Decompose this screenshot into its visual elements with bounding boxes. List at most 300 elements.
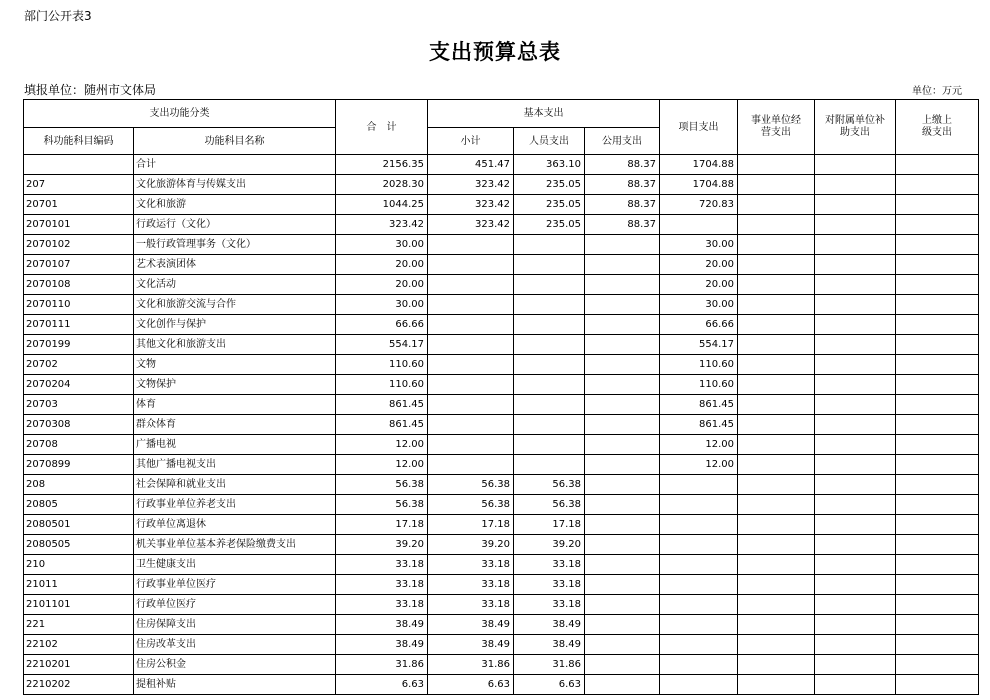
- subtotal-cell: 17.18: [428, 515, 514, 535]
- personnel-cell: 56.38: [514, 495, 585, 515]
- personnel-cell: 38.49: [514, 615, 585, 635]
- biz-op-cell: [738, 315, 815, 335]
- biz-op-cell: [738, 515, 815, 535]
- table-row: [24, 255, 979, 275]
- name-cell: 住房公积金: [134, 655, 336, 675]
- total-cell: 56.38: [336, 475, 428, 495]
- personnel-cell: [514, 315, 585, 335]
- code-cell: 2070899: [24, 455, 134, 475]
- total-cell: 861.45: [336, 415, 428, 435]
- subtotal-cell: [428, 275, 514, 295]
- budget-table: [23, 99, 979, 695]
- public-cell: [585, 615, 660, 635]
- project-cell: 30.00: [660, 235, 738, 255]
- total-cell: 20.00: [336, 255, 428, 275]
- subtotal-cell: [428, 355, 514, 375]
- table-row: [24, 195, 979, 215]
- table-row: [24, 155, 979, 175]
- code-cell: 221: [24, 615, 134, 635]
- subsidy-cell: [815, 615, 896, 635]
- personnel-cell: 39.20: [514, 535, 585, 555]
- table-row: [24, 475, 979, 495]
- table-row: [24, 615, 979, 635]
- personnel-cell: 17.18: [514, 515, 585, 535]
- total-cell: 110.60: [336, 375, 428, 395]
- total-cell: 20.00: [336, 275, 428, 295]
- table-row: [24, 415, 979, 435]
- subsidy-cell: [815, 355, 896, 375]
- table-row: [24, 455, 979, 475]
- subsidy-cell: [815, 335, 896, 355]
- personnel-cell: [514, 255, 585, 275]
- subtotal-cell: 33.18: [428, 595, 514, 615]
- code-cell: 22102: [24, 635, 134, 655]
- subsidy-cell: [815, 455, 896, 475]
- table-row: [24, 335, 979, 355]
- subsidy-cell: [815, 195, 896, 215]
- project-cell: 20.00: [660, 275, 738, 295]
- header-upper: 上缴上级支出: [896, 100, 979, 155]
- code-cell: 2101101: [24, 595, 134, 615]
- biz-op-cell: [738, 415, 815, 435]
- public-cell: [585, 575, 660, 595]
- header-total: 合 计: [336, 100, 428, 155]
- personnel-cell: 235.05: [514, 195, 585, 215]
- filing-unit: 填报单位：随州市文体局: [24, 83, 157, 97]
- total-cell: 2156.35: [336, 155, 428, 175]
- name-cell: 一般行政管理事务（文化）: [134, 235, 336, 255]
- subtotal-cell: [428, 335, 514, 355]
- personnel-cell: 56.38: [514, 475, 585, 495]
- biz-op-cell: [738, 475, 815, 495]
- personnel-cell: 33.18: [514, 575, 585, 595]
- name-cell: 体育: [134, 395, 336, 415]
- personnel-cell: 363.10: [514, 155, 585, 175]
- project-cell: 12.00: [660, 455, 738, 475]
- total-cell: 1044.25: [336, 195, 428, 215]
- table-row: [24, 435, 979, 455]
- project-cell: 1704.88: [660, 155, 738, 175]
- public-cell: [585, 375, 660, 395]
- subtotal-cell: [428, 295, 514, 315]
- upper-cell: [896, 475, 979, 495]
- biz-op-cell: [738, 595, 815, 615]
- code-cell: 20805: [24, 495, 134, 515]
- total-cell: 110.60: [336, 355, 428, 375]
- total-cell: 38.49: [336, 635, 428, 655]
- total-cell: 30.00: [336, 235, 428, 255]
- upper-cell: [896, 655, 979, 675]
- biz-op-cell: [738, 655, 815, 675]
- total-cell: 30.00: [336, 295, 428, 315]
- public-cell: [585, 535, 660, 555]
- project-cell: 554.17: [660, 335, 738, 355]
- upper-cell: [896, 375, 979, 395]
- upper-cell: [896, 355, 979, 375]
- total-cell: 31.86: [336, 655, 428, 675]
- code-cell: 2070308: [24, 415, 134, 435]
- public-cell: [585, 635, 660, 655]
- subtotal-cell: 33.18: [428, 575, 514, 595]
- subsidy-cell: [815, 595, 896, 615]
- code-cell: 20708: [24, 435, 134, 455]
- subtotal-cell: 38.49: [428, 615, 514, 635]
- personnel-cell: 31.86: [514, 655, 585, 675]
- personnel-cell: [514, 375, 585, 395]
- subsidy-cell: [815, 635, 896, 655]
- total-cell: 56.38: [336, 495, 428, 515]
- subtotal-cell: [428, 255, 514, 275]
- upper-cell: [896, 435, 979, 455]
- upper-cell: [896, 615, 979, 635]
- table-row: [24, 395, 979, 415]
- biz-op-cell: [738, 275, 815, 295]
- public-cell: [585, 655, 660, 675]
- subsidy-cell: [815, 275, 896, 295]
- code-cell: 2070111: [24, 315, 134, 335]
- upper-cell: [896, 575, 979, 595]
- header-code: 科功能科目编码: [24, 128, 134, 155]
- total-cell: 66.66: [336, 315, 428, 335]
- project-cell: [660, 595, 738, 615]
- total-cell: 12.00: [336, 435, 428, 455]
- name-cell: 艺术表演团体: [134, 255, 336, 275]
- subtotal-cell: [428, 435, 514, 455]
- upper-cell: [896, 235, 979, 255]
- subsidy-cell: [815, 555, 896, 575]
- table-row: [24, 555, 979, 575]
- project-cell: [660, 555, 738, 575]
- subtotal-cell: 39.20: [428, 535, 514, 555]
- code-cell: 2070101: [24, 215, 134, 235]
- upper-cell: [896, 175, 979, 195]
- project-cell: [660, 675, 738, 695]
- code-cell: 2210201: [24, 655, 134, 675]
- subsidy-cell: [815, 235, 896, 255]
- public-cell: 88.37: [585, 215, 660, 235]
- name-cell: 群众体育: [134, 415, 336, 435]
- name-cell: 行政事业单位医疗: [134, 575, 336, 595]
- project-cell: 110.60: [660, 355, 738, 375]
- upper-cell: [896, 395, 979, 415]
- table-row: [24, 235, 979, 255]
- name-cell: 机关事业单位基本养老保险缴费支出: [134, 535, 336, 555]
- table-row: [24, 215, 979, 235]
- subsidy-cell: [815, 535, 896, 555]
- personnel-cell: [514, 435, 585, 455]
- biz-op-cell: [738, 495, 815, 515]
- project-cell: 861.45: [660, 395, 738, 415]
- code-cell: 2070199: [24, 335, 134, 355]
- biz-op-cell: [738, 455, 815, 475]
- personnel-cell: [514, 335, 585, 355]
- biz-op-cell: [738, 575, 815, 595]
- table-row: [24, 675, 979, 695]
- subsidy-cell: [815, 295, 896, 315]
- project-cell: [660, 615, 738, 635]
- name-cell: 广播电视: [134, 435, 336, 455]
- subsidy-cell: [815, 215, 896, 235]
- personnel-cell: 6.63: [514, 675, 585, 695]
- public-cell: [585, 555, 660, 575]
- table-row: [24, 575, 979, 595]
- personnel-cell: [514, 355, 585, 375]
- code-cell: 21011: [24, 575, 134, 595]
- public-cell: [585, 515, 660, 535]
- code-cell: 20702: [24, 355, 134, 375]
- personnel-cell: [514, 295, 585, 315]
- table-row: [24, 655, 979, 675]
- total-cell: 38.49: [336, 615, 428, 635]
- personnel-cell: 33.18: [514, 595, 585, 615]
- header-personnel: 人员支出: [514, 128, 585, 155]
- subsidy-cell: [815, 315, 896, 335]
- table-row: [24, 495, 979, 515]
- public-cell: 88.37: [585, 175, 660, 195]
- header-func-class: 支出功能分类: [24, 100, 336, 128]
- code-cell: 210: [24, 555, 134, 575]
- subsidy-cell: [815, 495, 896, 515]
- project-cell: 720.83: [660, 195, 738, 215]
- code-cell: 208: [24, 475, 134, 495]
- name-cell: 其他文化和旅游支出: [134, 335, 336, 355]
- personnel-cell: [514, 275, 585, 295]
- subtotal-cell: 323.42: [428, 215, 514, 235]
- upper-cell: [896, 295, 979, 315]
- subtotal-cell: [428, 235, 514, 255]
- code-cell: 20703: [24, 395, 134, 415]
- code-cell: 2080501: [24, 515, 134, 535]
- subtotal-cell: [428, 375, 514, 395]
- table-row: [24, 535, 979, 555]
- name-cell: 文化活动: [134, 275, 336, 295]
- total-cell: 33.18: [336, 595, 428, 615]
- total-cell: 12.00: [336, 455, 428, 475]
- table-row: [24, 355, 979, 375]
- table-row: [24, 295, 979, 315]
- header-basic: 基本支出: [428, 100, 660, 128]
- subtotal-cell: 56.38: [428, 495, 514, 515]
- table-header: [24, 100, 979, 155]
- subtotal-cell: 33.18: [428, 555, 514, 575]
- subsidy-cell: [815, 395, 896, 415]
- biz-op-cell: [738, 635, 815, 655]
- public-cell: [585, 315, 660, 335]
- project-cell: [660, 635, 738, 655]
- total-cell: 554.17: [336, 335, 428, 355]
- table-row: [24, 315, 979, 335]
- upper-cell: [896, 635, 979, 655]
- public-cell: [585, 595, 660, 615]
- total-cell: 33.18: [336, 555, 428, 575]
- subsidy-cell: [815, 415, 896, 435]
- public-cell: 88.37: [585, 155, 660, 175]
- name-cell: 住房改革支出: [134, 635, 336, 655]
- table-body: [24, 155, 979, 695]
- name-cell: 行政单位医疗: [134, 595, 336, 615]
- project-cell: 1704.88: [660, 175, 738, 195]
- upper-cell: [896, 515, 979, 535]
- biz-op-cell: [738, 675, 815, 695]
- subtotal-cell: [428, 395, 514, 415]
- upper-cell: [896, 495, 979, 515]
- personnel-cell: 235.05: [514, 175, 585, 195]
- table-row: [24, 275, 979, 295]
- upper-cell: [896, 595, 979, 615]
- personnel-cell: [514, 395, 585, 415]
- biz-op-cell: [738, 255, 815, 275]
- public-cell: [585, 295, 660, 315]
- public-cell: [585, 675, 660, 695]
- subtotal-cell: 56.38: [428, 475, 514, 495]
- project-cell: 110.60: [660, 375, 738, 395]
- upper-cell: [896, 675, 979, 695]
- page-title: 支出预算总表: [429, 39, 561, 64]
- subsidy-cell: [815, 515, 896, 535]
- header-subtotal: 小计: [428, 128, 514, 155]
- code-cell: 2070110: [24, 295, 134, 315]
- project-cell: [660, 655, 738, 675]
- upper-cell: [896, 535, 979, 555]
- biz-op-cell: [738, 535, 815, 555]
- project-cell: 66.66: [660, 315, 738, 335]
- name-cell: 卫生健康支出: [134, 555, 336, 575]
- code-cell: [24, 155, 134, 175]
- personnel-cell: [514, 415, 585, 435]
- code-cell: 2070107: [24, 255, 134, 275]
- sheet-label: 部门公开表3: [24, 9, 92, 23]
- subsidy-cell: [815, 435, 896, 455]
- upper-cell: [896, 455, 979, 475]
- project-cell: [660, 215, 738, 235]
- name-cell: 行政事业单位养老支出: [134, 495, 336, 515]
- name-cell: 行政单位离退休: [134, 515, 336, 535]
- public-cell: [585, 235, 660, 255]
- subtotal-cell: 31.86: [428, 655, 514, 675]
- public-cell: [585, 495, 660, 515]
- name-cell: 文物: [134, 355, 336, 375]
- subtotal-cell: [428, 415, 514, 435]
- upper-cell: [896, 255, 979, 275]
- public-cell: [585, 395, 660, 415]
- table-row: [24, 175, 979, 195]
- upper-cell: [896, 155, 979, 175]
- subtotal-cell: 323.42: [428, 195, 514, 215]
- subtotal-cell: 451.47: [428, 155, 514, 175]
- biz-op-cell: [738, 335, 815, 355]
- total-cell: 17.18: [336, 515, 428, 535]
- code-cell: 2070204: [24, 375, 134, 395]
- name-cell: 提租补贴: [134, 675, 336, 695]
- subsidy-cell: [815, 475, 896, 495]
- project-cell: [660, 515, 738, 535]
- public-cell: [585, 415, 660, 435]
- header-name: 功能科目名称: [134, 128, 336, 155]
- header-public: 公用支出: [585, 128, 660, 155]
- name-cell: 文化旅游体育与传媒支出: [134, 175, 336, 195]
- table-row: [24, 595, 979, 615]
- personnel-cell: 38.49: [514, 635, 585, 655]
- code-cell: 2070108: [24, 275, 134, 295]
- subtotal-cell: 38.49: [428, 635, 514, 655]
- name-cell: 行政运行（文化）: [134, 215, 336, 235]
- currency-unit: 单位：万元: [912, 86, 962, 97]
- upper-cell: [896, 215, 979, 235]
- project-cell: 12.00: [660, 435, 738, 455]
- name-cell: 文物保护: [134, 375, 336, 395]
- subsidy-cell: [815, 175, 896, 195]
- project-cell: [660, 475, 738, 495]
- public-cell: [585, 455, 660, 475]
- personnel-cell: [514, 235, 585, 255]
- table-row: [24, 375, 979, 395]
- total-cell: 861.45: [336, 395, 428, 415]
- code-cell: 20701: [24, 195, 134, 215]
- subsidy-cell: [815, 255, 896, 275]
- biz-op-cell: [738, 235, 815, 255]
- public-cell: [585, 275, 660, 295]
- name-cell: 其他广播电视支出: [134, 455, 336, 475]
- biz-op-cell: [738, 175, 815, 195]
- name-cell: 合计: [134, 155, 336, 175]
- subtotal-cell: 323.42: [428, 175, 514, 195]
- public-cell: [585, 335, 660, 355]
- subsidy-cell: [815, 575, 896, 595]
- biz-op-cell: [738, 395, 815, 415]
- public-cell: [585, 475, 660, 495]
- project-cell: 20.00: [660, 255, 738, 275]
- public-cell: 88.37: [585, 195, 660, 215]
- subtotal-cell: 6.63: [428, 675, 514, 695]
- subsidy-cell: [815, 675, 896, 695]
- biz-op-cell: [738, 215, 815, 235]
- project-cell: [660, 535, 738, 555]
- subtotal-cell: [428, 455, 514, 475]
- subsidy-cell: [815, 375, 896, 395]
- total-cell: 323.42: [336, 215, 428, 235]
- name-cell: 文化和旅游: [134, 195, 336, 215]
- code-cell: 2210202: [24, 675, 134, 695]
- total-cell: 6.63: [336, 675, 428, 695]
- subsidy-cell: [815, 155, 896, 175]
- subsidy-cell: [815, 655, 896, 675]
- name-cell: 文化创作与保护: [134, 315, 336, 335]
- personnel-cell: 33.18: [514, 555, 585, 575]
- personnel-cell: 235.05: [514, 215, 585, 235]
- project-cell: [660, 575, 738, 595]
- subtotal-cell: [428, 315, 514, 335]
- project-cell: 30.00: [660, 295, 738, 315]
- biz-op-cell: [738, 555, 815, 575]
- header-subsidy: 对附属单位补助支出: [815, 100, 896, 155]
- code-cell: 2080505: [24, 535, 134, 555]
- biz-op-cell: [738, 435, 815, 455]
- project-cell: [660, 495, 738, 515]
- public-cell: [585, 255, 660, 275]
- upper-cell: [896, 335, 979, 355]
- biz-op-cell: [738, 155, 815, 175]
- biz-op-cell: [738, 615, 815, 635]
- personnel-cell: [514, 455, 585, 475]
- total-cell: 33.18: [336, 575, 428, 595]
- biz-op-cell: [738, 295, 815, 315]
- project-cell: 861.45: [660, 415, 738, 435]
- upper-cell: [896, 315, 979, 335]
- name-cell: 文化和旅游交流与合作: [134, 295, 336, 315]
- total-cell: 39.20: [336, 535, 428, 555]
- name-cell: 住房保障支出: [134, 615, 336, 635]
- public-cell: [585, 435, 660, 455]
